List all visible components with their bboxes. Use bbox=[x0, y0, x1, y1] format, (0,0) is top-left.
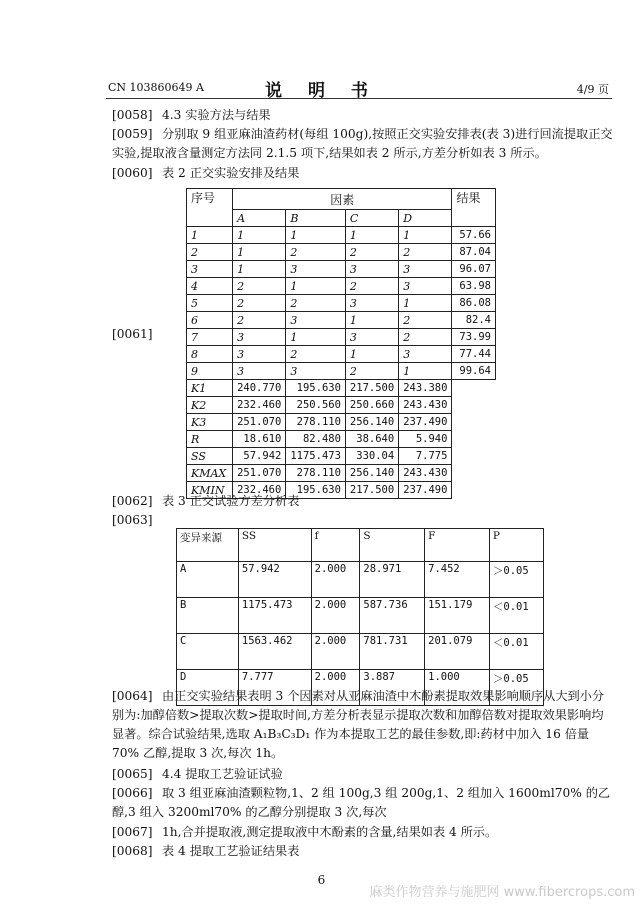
table-cell: 3 bbox=[345, 295, 398, 312]
table-row bbox=[187, 261, 496, 278]
table-cell: 1 bbox=[345, 227, 398, 244]
table-cell: ＜0.01 bbox=[489, 598, 543, 634]
table-cell: 1 bbox=[286, 227, 346, 244]
stat-value: 38.640 bbox=[345, 431, 398, 448]
table-cell: ＜0.01 bbox=[489, 634, 543, 670]
header-rule bbox=[106, 98, 612, 99]
table-cell: 1 bbox=[187, 227, 233, 244]
table-caption: 表 2 正交实验安排及结果 bbox=[162, 166, 300, 180]
paragraph-number: [0064] bbox=[112, 689, 153, 703]
document-title: 说 明 书 bbox=[265, 81, 378, 101]
table-cell: 1 bbox=[399, 363, 452, 380]
table-cell: 2.000 bbox=[311, 562, 360, 598]
paragraph-0060 bbox=[112, 164, 614, 183]
stat-value: 243.380 bbox=[399, 380, 452, 397]
stat-value: 256.140 bbox=[345, 414, 398, 431]
table-row bbox=[187, 227, 496, 244]
orthogonal-experiment-table bbox=[186, 188, 496, 499]
table-cell: 1 bbox=[345, 312, 398, 329]
paragraph-number: [0060] bbox=[112, 166, 153, 180]
table-cell: 1 bbox=[233, 227, 286, 244]
table-cell: 1 bbox=[286, 329, 346, 346]
stat-value: 278.110 bbox=[286, 465, 346, 482]
page-indicator: 4/9 页 bbox=[576, 83, 609, 96]
paragraph-0068 bbox=[112, 842, 614, 861]
column-header: 变异来源 bbox=[177, 529, 239, 562]
stat-row bbox=[187, 448, 496, 465]
result-cell: 96.07 bbox=[452, 261, 496, 278]
paragraph-number: [0065] bbox=[112, 767, 153, 781]
empty-cell bbox=[452, 397, 496, 414]
table-cell: 28.971 bbox=[360, 562, 425, 598]
stat-value: 256.140 bbox=[345, 465, 398, 482]
table-row bbox=[187, 346, 496, 363]
table-cell: 3 bbox=[233, 346, 286, 363]
table-cell: 3 bbox=[233, 329, 286, 346]
table-row bbox=[177, 634, 544, 670]
paragraph-number: [0068] bbox=[112, 844, 153, 858]
table-cell: 2 bbox=[399, 329, 452, 346]
column-header: SS bbox=[238, 529, 311, 562]
paragraph-number: [0062] bbox=[112, 494, 153, 508]
table-cell: 5 bbox=[187, 295, 233, 312]
table-caption: 表 4 提取工艺验证结果表 bbox=[162, 844, 300, 858]
stat-value: 195.630 bbox=[286, 482, 346, 499]
table-cell: 587.736 bbox=[360, 598, 425, 634]
table-row bbox=[187, 244, 496, 261]
stat-value: 237.490 bbox=[399, 414, 452, 431]
table-cell: 2 bbox=[399, 312, 452, 329]
stat-row bbox=[187, 431, 496, 448]
stat-label: K3 bbox=[187, 414, 233, 431]
table-cell: ＞0.05 bbox=[489, 670, 543, 706]
table-cell: 2.000 bbox=[311, 670, 360, 706]
stat-label: K2 bbox=[187, 397, 233, 414]
table-cell: 2 bbox=[345, 278, 398, 295]
table-cell: 2.000 bbox=[311, 634, 360, 670]
table-cell: 1 bbox=[233, 244, 286, 261]
table-cell: 6 bbox=[187, 312, 233, 329]
table-cell: 3 bbox=[399, 346, 452, 363]
watermark: 麻类作物营养与施肥网 www.fibercrops.com bbox=[369, 885, 635, 900]
empty-cell bbox=[452, 380, 496, 397]
stat-row bbox=[187, 414, 496, 431]
table-cell: 3 bbox=[286, 312, 346, 329]
column-header: S bbox=[360, 529, 425, 562]
paragraph-text: 4.3 实验方法与结果 bbox=[162, 108, 271, 122]
table-cell: 2 bbox=[286, 346, 346, 363]
table-header-row bbox=[177, 529, 544, 562]
table-cell: B bbox=[177, 598, 239, 634]
factor-a: A bbox=[233, 210, 286, 227]
table-cell: 1 bbox=[345, 346, 398, 363]
stat-value: 330.04 bbox=[345, 448, 398, 465]
paragraph-0058 bbox=[112, 106, 614, 125]
stat-value: 243.430 bbox=[399, 465, 452, 482]
stat-value: 251.070 bbox=[233, 414, 286, 431]
table-row bbox=[187, 295, 496, 312]
result-cell: 57.66 bbox=[452, 227, 496, 244]
table-cell: 3 bbox=[286, 261, 346, 278]
table-cell: 7 bbox=[187, 329, 233, 346]
variance-analysis-table bbox=[176, 528, 544, 706]
paragraph-0062 bbox=[112, 492, 614, 511]
table-cell: C bbox=[177, 634, 239, 670]
table-cell: 201.079 bbox=[425, 634, 490, 670]
paragraph-number: [0067] bbox=[112, 825, 153, 839]
paragraph-text: 取 3 组亚麻油渣颗粒物,1、2 组 100g,3 组 200g,1、2 组加入 1600ml70% 的乙醇,3 组入 3200ml70% 的乙醇分别提取 3 次,每次 bbox=[112, 786, 611, 819]
stat-label: SS bbox=[187, 448, 233, 465]
factor-b: B bbox=[286, 210, 346, 227]
column-header: f bbox=[311, 529, 360, 562]
table-cell: 2 bbox=[233, 278, 286, 295]
empty-cell bbox=[452, 431, 496, 448]
table-row bbox=[177, 598, 544, 634]
stat-value: 251.070 bbox=[233, 465, 286, 482]
paragraph-0065 bbox=[112, 765, 614, 784]
table-cell: 3 bbox=[187, 261, 233, 278]
table-caption: 表 3 正交试验方差分析表 bbox=[162, 494, 300, 508]
paragraph-0067 bbox=[112, 823, 614, 842]
stat-row bbox=[187, 380, 496, 397]
header-seq: 序号 bbox=[187, 189, 233, 227]
table-cell: 151.179 bbox=[425, 598, 490, 634]
table-cell: 3 bbox=[233, 363, 286, 380]
table-cell: 781.731 bbox=[360, 634, 425, 670]
stat-label: KMAX bbox=[187, 465, 233, 482]
table-row bbox=[177, 562, 544, 598]
table-cell: ＞0.05 bbox=[489, 562, 543, 598]
table-cell: D bbox=[177, 670, 239, 706]
result-cell: 73.99 bbox=[452, 329, 496, 346]
stat-label: R bbox=[187, 431, 233, 448]
stat-label: K1 bbox=[187, 380, 233, 397]
empty-cell bbox=[452, 465, 496, 482]
paragraph-number: [0063] bbox=[112, 513, 153, 527]
table-cell: 3 bbox=[399, 278, 452, 295]
table-row bbox=[187, 363, 496, 380]
paragraph-text: 由正交实验结果表明 3 个因素对从亚麻油渣中木酚素提取效果影响顺序从大到小分别为:加醇倍数>提取次数>提取时间,方差分析表显示提取次数和加醇倍数对提取效果影响均显著。综合试验结果,选取 A₁B₃C₃D₁ 作为本提取工艺的最佳参数,即:药材中加入 16 倍量 70% 乙醇,提取 3 次,每次 1h。 bbox=[112, 689, 605, 760]
result-cell: 86.08 bbox=[452, 295, 496, 312]
empty-cell bbox=[452, 448, 496, 465]
table-cell: 2 bbox=[399, 244, 452, 261]
table-cell: 3 bbox=[345, 329, 398, 346]
stat-value: 237.490 bbox=[399, 482, 452, 499]
stat-row bbox=[187, 397, 496, 414]
table-cell: 1 bbox=[399, 295, 452, 312]
stat-value: 82.480 bbox=[286, 431, 346, 448]
table-row bbox=[187, 312, 496, 329]
table-cell: 1.000 bbox=[425, 670, 490, 706]
paragraph-0059 bbox=[112, 125, 614, 163]
stat-value: 1175.473 bbox=[286, 448, 346, 465]
result-cell: 77.44 bbox=[452, 346, 496, 363]
table-cell: 1 bbox=[399, 227, 452, 244]
stat-value: 240.770 bbox=[233, 380, 286, 397]
patent-number: CN 103860649 A bbox=[108, 81, 204, 94]
stat-value: 217.500 bbox=[345, 482, 398, 499]
table-cell: 2 bbox=[187, 244, 233, 261]
paragraph-number: [0058] bbox=[112, 108, 153, 122]
page-number: 6 bbox=[317, 873, 326, 887]
stat-value: 232.460 bbox=[233, 482, 286, 499]
table-cell: 2.000 bbox=[311, 598, 360, 634]
table-cell: 7.777 bbox=[238, 670, 311, 706]
stat-value: 243.430 bbox=[399, 397, 452, 414]
column-header: F bbox=[425, 529, 490, 562]
stat-value: 57.942 bbox=[233, 448, 286, 465]
stat-value: 250.560 bbox=[286, 397, 346, 414]
table-cell: 3 bbox=[345, 261, 398, 278]
header-result: 结果 bbox=[452, 189, 496, 227]
table-cell: 7.452 bbox=[425, 562, 490, 598]
table-cell: 1563.462 bbox=[238, 634, 311, 670]
result-cell: 82.4 bbox=[452, 312, 496, 329]
stat-value: 217.500 bbox=[345, 380, 398, 397]
paragraph-text: 4.4 提取工艺验证试验 bbox=[162, 767, 283, 781]
table-row bbox=[187, 329, 496, 346]
table-cell: 4 bbox=[187, 278, 233, 295]
result-cell: 87.04 bbox=[452, 244, 496, 261]
stat-value: 232.460 bbox=[233, 397, 286, 414]
factor-d: D bbox=[399, 210, 452, 227]
paragraph-text: 1h,合并提取液,测定提取液中木酚素的含量,结果如表 4 所示。 bbox=[162, 825, 498, 839]
paragraph-number: [0066] bbox=[112, 786, 153, 800]
paragraph-0066 bbox=[112, 784, 614, 822]
result-cell: 99.64 bbox=[452, 363, 496, 380]
table-cell: 9 bbox=[187, 363, 233, 380]
table-cell: A bbox=[177, 562, 239, 598]
paragraph-text: 分别取 9 组亚麻油渣药材(每组 100g),按照正交实验安排表(表 3)进行回流提取正交实验,提取液含量测定方法同 2.1.5 项下,结果如表 2 所示,方差分析如表 3 所示。 bbox=[112, 127, 613, 160]
table-cell: 2 bbox=[345, 363, 398, 380]
table-cell: 3 bbox=[286, 363, 346, 380]
stat-value: 195.630 bbox=[286, 380, 346, 397]
paragraph-number: [0059] bbox=[112, 127, 153, 141]
table-row bbox=[187, 278, 496, 295]
stat-value: 7.775 bbox=[399, 448, 452, 465]
stat-row bbox=[187, 465, 496, 482]
factor-c: C bbox=[345, 210, 398, 227]
table-cell: 2 bbox=[345, 244, 398, 261]
paragraph-number: [0061] bbox=[112, 327, 153, 341]
stat-value: 278.110 bbox=[286, 414, 346, 431]
table-cell: 1175.473 bbox=[238, 598, 311, 634]
table-cell: 57.942 bbox=[238, 562, 311, 598]
table-cell: 2 bbox=[233, 312, 286, 329]
stat-value: 5.940 bbox=[399, 431, 452, 448]
result-cell: 63.98 bbox=[452, 278, 496, 295]
table-cell: 3 bbox=[399, 261, 452, 278]
stat-value: 18.610 bbox=[233, 431, 286, 448]
empty-cell bbox=[452, 414, 496, 431]
table-cell: 2 bbox=[233, 295, 286, 312]
table-cell: 1 bbox=[286, 278, 346, 295]
stat-label: KMIN bbox=[187, 482, 233, 499]
table-cell: 2 bbox=[286, 295, 346, 312]
header-factor: 因素 bbox=[233, 189, 452, 210]
stat-value: 250.660 bbox=[345, 397, 398, 414]
table-cell: 1 bbox=[233, 261, 286, 278]
column-header: P bbox=[489, 529, 543, 562]
table-cell: 8 bbox=[187, 346, 233, 363]
paragraph-0064 bbox=[112, 687, 614, 763]
table-cell: 2 bbox=[286, 244, 346, 261]
table-cell: 3.887 bbox=[360, 670, 425, 706]
